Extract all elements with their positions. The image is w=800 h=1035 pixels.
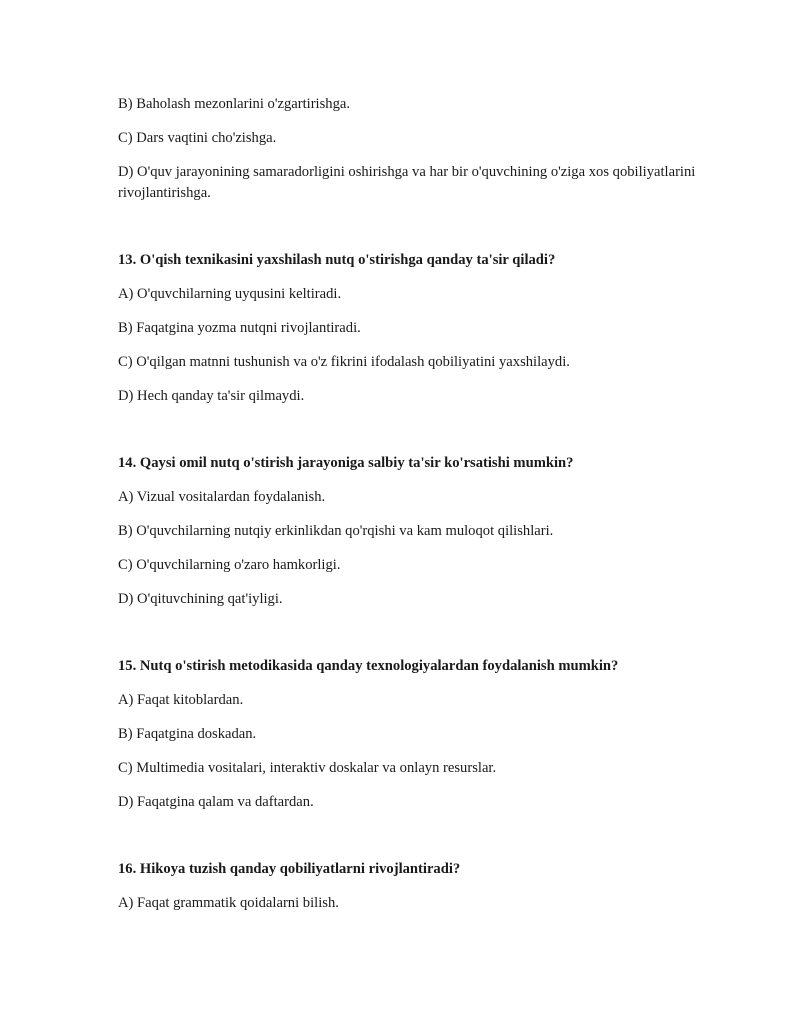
question-13-title: 13. O'qish texnikasini yaxshilash nutq o'stirishga qanday ta'sir qiladi? [118,252,556,268]
option-12-d: D) O'quv jarayonining samaradorligini oshirishga va har bir o'quvchining o'ziga xos qobiliyatlarini rivojlantirishga. [118,164,696,201]
option-12-b: B) Baholash mezonlarini o'zgartirishga. [118,96,351,112]
option-14-a: A) Vizual vositalardan foydalanish. [118,489,326,505]
option-13-c: C) O'qilgan matnni tushunish va o'z fikrini ifodalash qobiliyatini yaxshilaydi. [118,354,570,370]
option-13-d: D) Hech qanday ta'sir qilmaydi. [118,388,305,404]
option-15-d: D) Faqatgina qalam va daftardan. [118,794,314,810]
option-12-c: C) Dars vaqtini cho'zishga. [118,130,277,146]
option-15-c: C) Multimedia vositalari, interaktiv doskalar va onlayn resurslar. [118,760,497,776]
question-14-title: 14. Qaysi omil nutq o'stirish jarayoniga salbiy ta'sir ko'rsatishi mumkin? [118,455,574,471]
option-14-b: B) O'quvchilarning nutqiy erkinlikdan qo'rqishi va kam muloqot qilishlari. [118,523,554,539]
option-15-a: A) Faqat kitoblardan. [118,692,244,708]
option-13-a: A) O'quvchilarning uyqusini keltiradi. [118,286,342,302]
question-15-title: 15. Nutq o'stirish metodikasida qanday texnologiyalardan foydalanish mumkin? [118,658,619,674]
option-14-c: C) O'quvchilarning o'zaro hamkorligi. [118,557,341,573]
option-15-b: B) Faqatgina doskadan. [118,726,257,742]
option-13-b: B) Faqatgina yozma nutqni rivojlantiradi. [118,320,361,336]
question-16-title: 16. Hikoya tuzish qanday qobiliyatlarni rivojlantiradi? [118,861,461,877]
option-14-d: D) O'qituvchining qat'iyligi. [118,591,283,607]
option-16-a: A) Faqat grammatik qoidalarni bilish. [118,895,339,911]
